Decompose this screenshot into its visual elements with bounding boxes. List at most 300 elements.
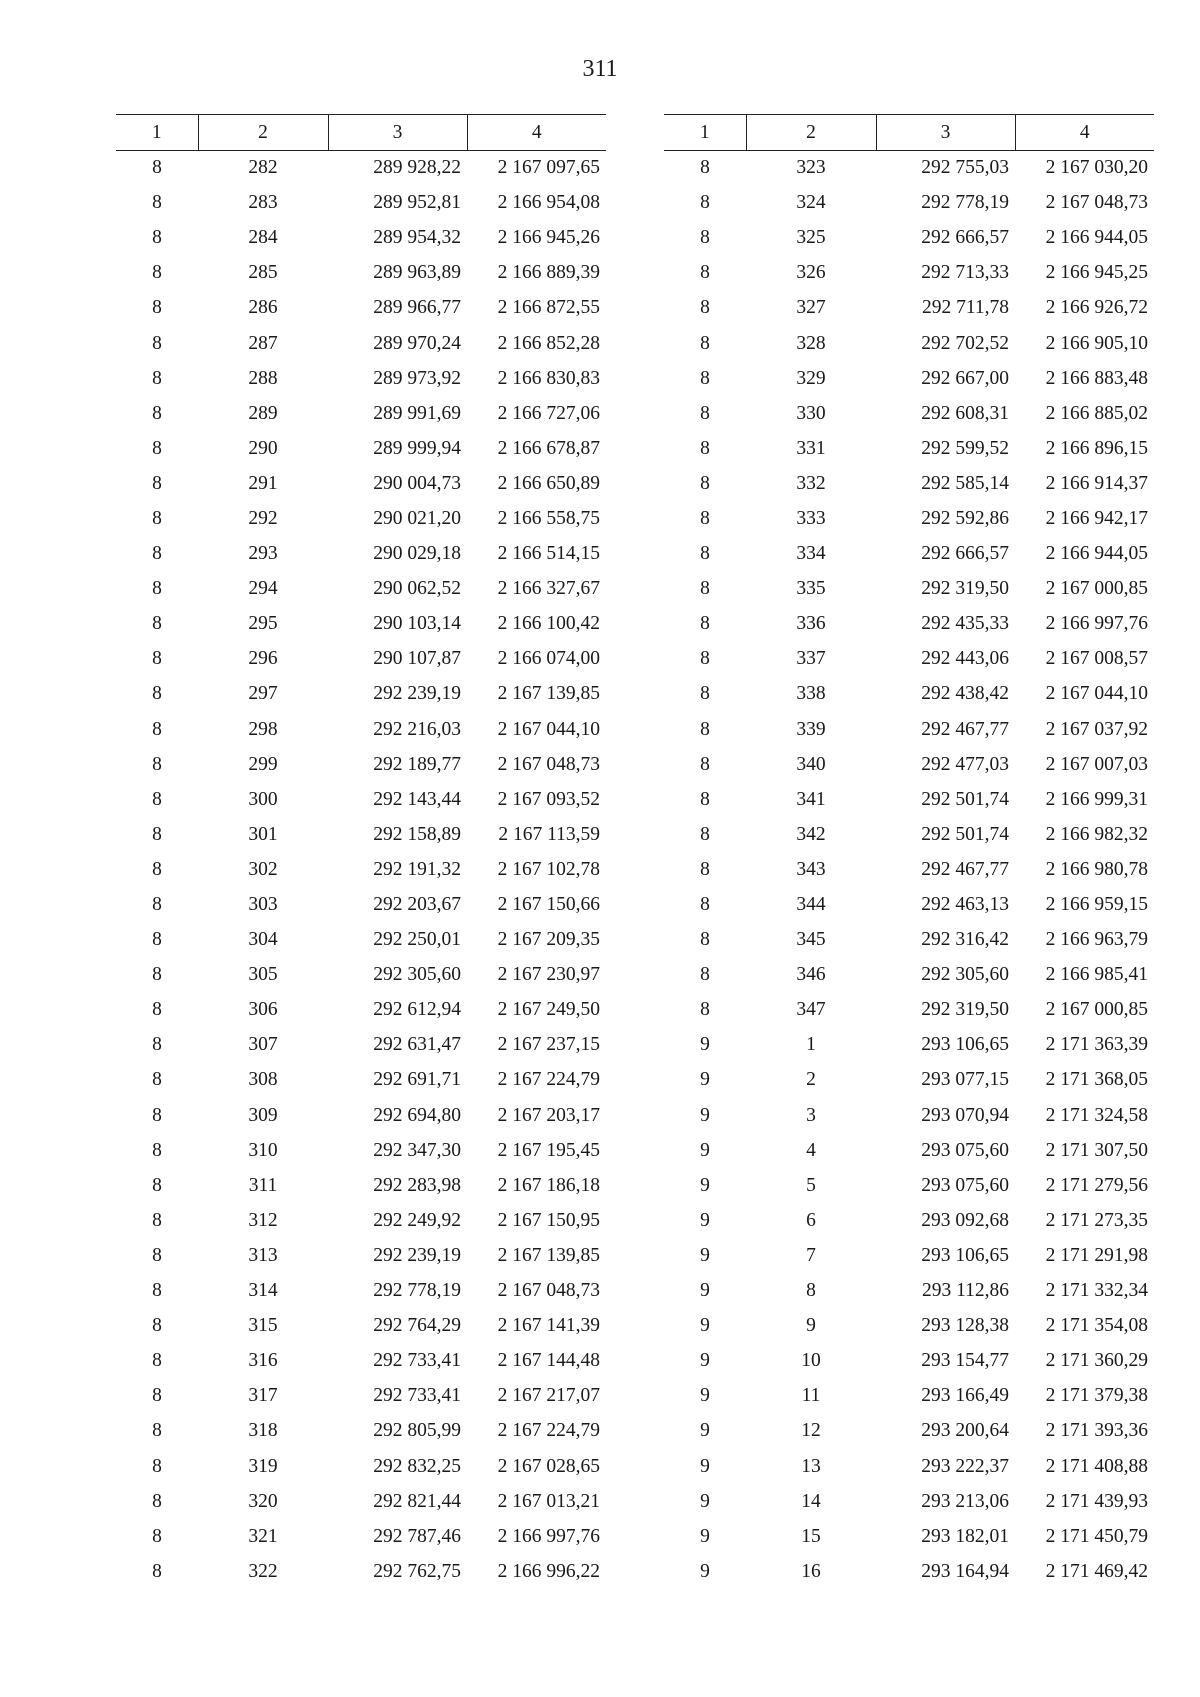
point-number-cell: 296 — [248, 648, 278, 670]
table-row — [116, 852, 606, 887]
coordinate-x-cell: 292 319,50 — [921, 999, 1009, 1021]
table-row — [664, 1379, 1154, 1414]
section-cell: 8 — [152, 999, 162, 1021]
column-header-2: 2 — [198, 115, 328, 151]
coordinate-y-cell: 2 166 942,17 — [1045, 507, 1148, 529]
point-number-cell: 5 — [806, 1174, 816, 1196]
table-row — [116, 958, 606, 993]
coordinate-x-cell: 292 787,46 — [373, 1525, 461, 1547]
point-number-cell: 313 — [248, 1244, 278, 1266]
coordinate-y-cell: 2 171 450,79 — [1045, 1525, 1148, 1547]
point-number-cell: 288 — [248, 367, 278, 389]
coordinate-y-cell: 2 166 905,10 — [1045, 332, 1148, 354]
coordinate-x-cell: 292 585,14 — [921, 472, 1009, 494]
table-row — [664, 1484, 1154, 1519]
section-cell: 8 — [700, 332, 710, 354]
point-number-cell: 304 — [248, 929, 278, 951]
coordinate-x-cell: 292 158,89 — [373, 823, 461, 845]
coordinate-y-cell: 2 166 514,15 — [497, 543, 600, 565]
point-number-cell: 299 — [248, 753, 278, 775]
point-number-cell: 14 — [801, 1490, 821, 1512]
coordinate-x-cell: 292 435,33 — [921, 613, 1009, 635]
coordinate-x-cell: 289 952,81 — [373, 192, 461, 214]
point-number-cell: 327 — [796, 297, 826, 319]
coordinates-table-right — [664, 114, 1154, 1589]
section-cell: 8 — [152, 1525, 162, 1547]
section-cell: 9 — [700, 1209, 710, 1231]
coordinate-x-cell: 292 250,01 — [373, 929, 461, 951]
point-number-cell: 342 — [796, 823, 826, 845]
point-number-cell: 300 — [248, 788, 278, 810]
column-header-1: 1 — [116, 115, 198, 151]
coordinate-x-cell: 293 222,37 — [921, 1455, 1009, 1477]
coordinate-y-cell: 2 167 048,73 — [497, 753, 600, 775]
coordinate-x-cell: 292 599,52 — [921, 437, 1009, 459]
section-cell: 8 — [700, 402, 710, 424]
table-row — [664, 923, 1154, 958]
coordinate-x-cell: 293 070,94 — [921, 1104, 1009, 1126]
coordinate-x-cell: 292 694,80 — [373, 1104, 461, 1126]
table-row — [116, 1519, 606, 1554]
coordinate-x-cell: 292 762,75 — [373, 1560, 461, 1582]
table-row — [664, 326, 1154, 361]
table-row — [116, 1028, 606, 1063]
section-cell: 8 — [152, 578, 162, 600]
coordinate-y-cell: 2 171 379,38 — [1045, 1385, 1148, 1407]
coordinate-y-cell: 2 171 332,34 — [1045, 1280, 1148, 1302]
section-cell: 8 — [152, 1490, 162, 1512]
coordinate-x-cell: 292 501,74 — [921, 823, 1009, 845]
point-number-cell: 289 — [248, 402, 278, 424]
coordinate-x-cell: 292 501,74 — [921, 788, 1009, 810]
point-number-cell: 12 — [801, 1420, 821, 1442]
section-cell: 9 — [700, 1244, 710, 1266]
coordinate-y-cell: 2 167 230,97 — [497, 964, 600, 986]
coordinate-y-cell: 2 166 982,32 — [1045, 823, 1148, 845]
coordinate-y-cell: 2 166 945,25 — [1045, 262, 1148, 284]
page-number: 311 — [582, 56, 618, 82]
coordinate-y-cell: 2 167 237,15 — [497, 1034, 600, 1056]
coordinate-x-cell: 289 999,94 — [373, 437, 461, 459]
point-number-cell: 340 — [796, 753, 826, 775]
point-number-cell: 8 — [806, 1280, 816, 1302]
point-number-cell: 346 — [796, 964, 826, 986]
coordinate-y-cell: 2 166 996,22 — [497, 1560, 600, 1582]
point-number-cell: 306 — [248, 999, 278, 1021]
coordinate-y-cell: 2 167 224,79 — [497, 1420, 600, 1442]
section-cell: 8 — [152, 613, 162, 635]
table-row — [116, 221, 606, 256]
coordinate-x-cell: 292 832,25 — [373, 1455, 461, 1477]
section-cell: 9 — [700, 1280, 710, 1302]
section-cell: 8 — [152, 1209, 162, 1231]
table-row — [664, 1168, 1154, 1203]
point-number-cell: 294 — [248, 578, 278, 600]
coordinate-x-cell: 289 991,69 — [373, 402, 461, 424]
point-number-cell: 9 — [806, 1315, 816, 1337]
section-cell: 8 — [152, 1139, 162, 1161]
table-row — [116, 572, 606, 607]
point-number-cell: 320 — [248, 1490, 278, 1512]
coordinate-y-cell: 2 171 291,98 — [1045, 1244, 1148, 1266]
point-number-cell: 282 — [248, 157, 278, 179]
section-cell: 8 — [152, 1280, 162, 1302]
coordinate-y-cell: 2 167 224,79 — [497, 1069, 600, 1091]
coordinate-y-cell: 2 167 195,45 — [497, 1139, 600, 1161]
coordinate-x-cell: 292 438,42 — [921, 683, 1009, 705]
point-number-cell: 307 — [248, 1034, 278, 1056]
table-row — [116, 256, 606, 291]
point-number-cell: 337 — [796, 648, 826, 670]
coordinate-y-cell: 2 166 558,75 — [497, 507, 600, 529]
section-cell: 8 — [700, 472, 710, 494]
coordinate-x-cell: 290 021,20 — [373, 507, 461, 529]
coordinate-x-cell: 292 755,03 — [921, 157, 1009, 179]
point-number-cell: 1 — [806, 1034, 816, 1056]
coordinate-x-cell: 292 305,60 — [921, 964, 1009, 986]
point-number-cell: 335 — [796, 578, 826, 600]
point-number-cell: 285 — [248, 262, 278, 284]
coordinate-y-cell: 2 167 209,35 — [497, 929, 600, 951]
coordinate-y-cell: 2 166 074,00 — [497, 648, 600, 670]
table-row — [116, 291, 606, 326]
table-row — [116, 1203, 606, 1238]
section-cell: 8 — [700, 964, 710, 986]
coordinate-x-cell: 292 631,47 — [373, 1034, 461, 1056]
column-header-3: 3 — [876, 115, 1015, 151]
coordinate-y-cell: 2 166 885,02 — [1045, 402, 1148, 424]
point-number-cell: 334 — [796, 543, 826, 565]
point-number-cell: 331 — [796, 437, 826, 459]
coordinate-x-cell: 292 467,77 — [921, 718, 1009, 740]
table-row — [664, 572, 1154, 607]
column-header-2: 2 — [746, 115, 876, 151]
section-cell: 9 — [700, 1560, 710, 1582]
coordinate-x-cell: 293 106,65 — [921, 1244, 1009, 1266]
coordinate-x-cell: 293 075,60 — [921, 1174, 1009, 1196]
coordinate-x-cell: 292 216,03 — [373, 718, 461, 740]
coordinate-y-cell: 2 171 273,35 — [1045, 1209, 1148, 1231]
section-cell: 8 — [700, 718, 710, 740]
section-cell: 8 — [152, 823, 162, 845]
coordinate-y-cell: 2 166 985,41 — [1045, 964, 1148, 986]
table-row — [116, 326, 606, 361]
coordinate-y-cell: 2 167 028,65 — [497, 1455, 600, 1477]
section-cell: 9 — [700, 1315, 710, 1337]
point-number-cell: 339 — [796, 718, 826, 740]
coordinate-y-cell: 2 166 997,76 — [1045, 613, 1148, 635]
coordinate-x-cell: 293 166,49 — [921, 1385, 1009, 1407]
table-row — [664, 1063, 1154, 1098]
point-number-cell: 286 — [248, 297, 278, 319]
point-number-cell: 315 — [248, 1315, 278, 1337]
coordinate-x-cell: 292 666,57 — [921, 543, 1009, 565]
coordinate-y-cell: 2 166 678,87 — [497, 437, 600, 459]
point-number-cell: 343 — [796, 858, 826, 880]
section-cell: 8 — [152, 1455, 162, 1477]
coordinate-y-cell: 2 167 030,20 — [1045, 157, 1148, 179]
section-cell: 8 — [700, 613, 710, 635]
section-cell: 8 — [152, 753, 162, 775]
point-number-cell: 287 — [248, 332, 278, 354]
coordinate-x-cell: 290 103,14 — [373, 613, 461, 635]
table-row — [116, 1449, 606, 1484]
section-cell: 8 — [152, 1104, 162, 1126]
table-row — [116, 782, 606, 817]
table-row — [664, 1309, 1154, 1344]
point-number-cell: 333 — [796, 507, 826, 529]
coordinate-y-cell: 2 166 327,67 — [497, 578, 600, 600]
coordinate-x-cell: 292 713,33 — [921, 262, 1009, 284]
table-row — [116, 1063, 606, 1098]
section-cell: 8 — [700, 227, 710, 249]
table-row — [664, 431, 1154, 466]
section-cell: 8 — [152, 1315, 162, 1337]
table-row — [664, 782, 1154, 817]
coordinate-x-cell: 293 075,60 — [921, 1139, 1009, 1161]
coordinate-y-cell: 2 166 100,42 — [497, 613, 600, 635]
point-number-cell: 291 — [248, 472, 278, 494]
point-number-cell: 322 — [248, 1560, 278, 1582]
section-cell: 8 — [152, 718, 162, 740]
table-row — [664, 151, 1154, 186]
point-number-cell: 298 — [248, 718, 278, 740]
coordinate-x-cell: 292 239,19 — [373, 1244, 461, 1266]
coordinate-x-cell: 290 029,18 — [373, 543, 461, 565]
coordinate-x-cell: 292 667,00 — [921, 367, 1009, 389]
coordinate-x-cell: 292 612,94 — [373, 999, 461, 1021]
coordinate-y-cell: 2 167 203,17 — [497, 1104, 600, 1126]
section-cell: 8 — [152, 894, 162, 916]
point-number-cell: 328 — [796, 332, 826, 354]
coordinate-y-cell: 2 166 944,05 — [1045, 543, 1148, 565]
coordinate-y-cell: 2 166 963,79 — [1045, 929, 1148, 951]
column-header-3: 3 — [328, 115, 467, 151]
point-number-cell: 10 — [801, 1350, 821, 1372]
coordinate-x-cell: 292 189,77 — [373, 753, 461, 775]
table-row — [664, 1414, 1154, 1449]
section-cell: 8 — [152, 1385, 162, 1407]
section-cell: 9 — [700, 1490, 710, 1512]
table-row — [116, 501, 606, 536]
section-cell: 8 — [152, 227, 162, 249]
point-number-cell: 284 — [248, 227, 278, 249]
table-header-row — [116, 115, 606, 151]
section-cell: 8 — [700, 367, 710, 389]
coordinate-x-cell: 292 691,71 — [373, 1069, 461, 1091]
point-number-cell: 332 — [796, 472, 826, 494]
point-number-cell: 16 — [801, 1560, 821, 1582]
section-cell: 9 — [700, 1174, 710, 1196]
section-cell: 8 — [700, 648, 710, 670]
table-row — [664, 958, 1154, 993]
table-row — [664, 1519, 1154, 1554]
table-row — [116, 993, 606, 1028]
section-cell: 8 — [152, 402, 162, 424]
point-number-cell: 290 — [248, 437, 278, 459]
coordinate-y-cell: 2 167 139,85 — [497, 1244, 600, 1266]
coordinate-y-cell: 2 167 150,66 — [497, 894, 600, 916]
coordinate-y-cell: 2 171 368,05 — [1045, 1069, 1148, 1091]
table-row — [116, 1168, 606, 1203]
coordinate-x-cell: 292 443,06 — [921, 648, 1009, 670]
coordinate-x-cell: 292 821,44 — [373, 1490, 461, 1512]
coordinate-x-cell: 293 182,01 — [921, 1525, 1009, 1547]
section-cell: 8 — [700, 507, 710, 529]
point-number-cell: 293 — [248, 543, 278, 565]
table-row — [664, 1554, 1154, 1589]
table-row — [116, 677, 606, 712]
table-row — [664, 642, 1154, 677]
coordinate-x-cell: 292 143,44 — [373, 788, 461, 810]
coordinate-y-cell: 2 166 727,06 — [497, 402, 600, 424]
section-cell: 8 — [152, 648, 162, 670]
coordinate-y-cell: 2 167 044,10 — [497, 718, 600, 740]
coordinate-x-cell: 292 778,19 — [921, 192, 1009, 214]
coordinate-y-cell: 2 166 945,26 — [497, 227, 600, 249]
table-row — [664, 1028, 1154, 1063]
table-row — [664, 1203, 1154, 1238]
table-row — [664, 1133, 1154, 1168]
section-cell: 8 — [700, 788, 710, 810]
section-cell: 8 — [700, 157, 710, 179]
coordinate-x-cell: 289 928,22 — [373, 157, 461, 179]
section-cell: 8 — [152, 192, 162, 214]
section-cell: 8 — [152, 858, 162, 880]
section-cell: 8 — [152, 543, 162, 565]
table-row — [116, 887, 606, 922]
section-cell: 8 — [152, 1034, 162, 1056]
table-row — [116, 1344, 606, 1379]
coordinate-x-cell: 292 347,30 — [373, 1139, 461, 1161]
point-number-cell: 283 — [248, 192, 278, 214]
coordinate-x-cell: 289 963,89 — [373, 262, 461, 284]
section-cell: 8 — [700, 858, 710, 880]
coordinate-y-cell: 2 167 037,92 — [1045, 718, 1148, 740]
table-row — [116, 1238, 606, 1273]
point-number-cell: 303 — [248, 894, 278, 916]
point-number-cell: 329 — [796, 367, 826, 389]
coordinate-y-cell: 2 171 307,50 — [1045, 1139, 1148, 1161]
point-number-cell: 321 — [248, 1525, 278, 1547]
point-number-cell: 295 — [248, 613, 278, 635]
coordinate-x-cell: 292 733,41 — [373, 1350, 461, 1372]
section-cell: 8 — [152, 1069, 162, 1091]
coordinate-x-cell: 292 778,19 — [373, 1280, 461, 1302]
coordinate-y-cell: 2 166 954,08 — [497, 192, 600, 214]
point-number-cell: 297 — [248, 683, 278, 705]
coordinate-y-cell: 2 167 007,03 — [1045, 753, 1148, 775]
coordinate-x-cell: 292 592,86 — [921, 507, 1009, 529]
coordinate-x-cell: 292 203,67 — [373, 894, 461, 916]
table-row — [116, 466, 606, 501]
coordinate-x-cell: 290 062,52 — [373, 578, 461, 600]
table-row — [116, 923, 606, 958]
table-row — [664, 852, 1154, 887]
section-cell: 8 — [700, 894, 710, 916]
section-cell: 8 — [152, 297, 162, 319]
point-number-cell: 301 — [248, 823, 278, 845]
table-row — [116, 1098, 606, 1133]
table-row — [116, 537, 606, 572]
table-row — [116, 607, 606, 642]
coordinate-x-cell: 292 733,41 — [373, 1385, 461, 1407]
coordinate-x-cell: 292 319,50 — [921, 578, 1009, 600]
section-cell: 8 — [152, 367, 162, 389]
section-cell: 9 — [700, 1385, 710, 1407]
section-cell: 8 — [152, 1560, 162, 1582]
point-number-cell: 318 — [248, 1420, 278, 1442]
table-row — [664, 1344, 1154, 1379]
point-number-cell: 325 — [796, 227, 826, 249]
coordinate-y-cell: 2 166 999,31 — [1045, 788, 1148, 810]
coordinate-y-cell: 2 171 324,58 — [1045, 1104, 1148, 1126]
coordinate-y-cell: 2 166 914,37 — [1045, 472, 1148, 494]
coordinate-y-cell: 2 167 144,48 — [497, 1350, 600, 1372]
section-cell: 8 — [152, 1420, 162, 1442]
table-row — [116, 817, 606, 852]
section-cell: 8 — [700, 753, 710, 775]
table-row — [116, 1554, 606, 1589]
coordinate-y-cell: 2 166 883,48 — [1045, 367, 1148, 389]
coordinate-x-cell: 292 249,92 — [373, 1209, 461, 1231]
point-number-cell: 305 — [248, 964, 278, 986]
table-row — [664, 537, 1154, 572]
coordinate-x-cell: 292 316,42 — [921, 929, 1009, 951]
coordinate-y-cell: 2 171 393,36 — [1045, 1420, 1148, 1442]
coordinate-y-cell: 2 167 217,07 — [497, 1385, 600, 1407]
column-header-4: 4 — [467, 115, 606, 151]
point-number-cell: 308 — [248, 1069, 278, 1091]
table-row — [116, 361, 606, 396]
table-row — [116, 1484, 606, 1519]
section-cell: 8 — [700, 543, 710, 565]
section-cell: 9 — [700, 1069, 710, 1091]
coordinate-x-cell: 290 107,87 — [373, 648, 461, 670]
point-number-cell: 15 — [801, 1525, 821, 1547]
section-cell: 9 — [700, 1139, 710, 1161]
coordinate-y-cell: 2 166 980,78 — [1045, 858, 1148, 880]
coordinate-y-cell: 2 171 408,88 — [1045, 1455, 1148, 1477]
point-number-cell: 310 — [248, 1139, 278, 1161]
table-row — [664, 1274, 1154, 1309]
coordinate-x-cell: 292 711,78 — [921, 297, 1009, 319]
coordinate-x-cell: 293 154,77 — [921, 1350, 1009, 1372]
coordinate-y-cell: 2 166 650,89 — [497, 472, 600, 494]
table-row — [664, 466, 1154, 501]
point-number-cell: 2 — [806, 1069, 816, 1091]
coordinate-y-cell: 2 166 959,15 — [1045, 894, 1148, 916]
table-row — [116, 1379, 606, 1414]
table-row — [116, 1414, 606, 1449]
section-cell: 8 — [700, 999, 710, 1021]
coordinate-y-cell: 2 171 363,39 — [1045, 1034, 1148, 1056]
table-row — [664, 291, 1154, 326]
section-cell: 9 — [700, 1525, 710, 1547]
table-row — [664, 221, 1154, 256]
point-number-cell: 314 — [248, 1280, 278, 1302]
table-row — [664, 1449, 1154, 1484]
coordinate-y-cell: 2 171 439,93 — [1045, 1490, 1148, 1512]
point-number-cell: 7 — [806, 1244, 816, 1266]
point-number-cell: 302 — [248, 858, 278, 880]
coordinate-x-cell: 293 106,65 — [921, 1034, 1009, 1056]
point-number-cell: 344 — [796, 894, 826, 916]
coordinate-y-cell: 2 167 093,52 — [497, 788, 600, 810]
table-row — [664, 887, 1154, 922]
coordinate-x-cell: 290 004,73 — [373, 472, 461, 494]
coordinate-x-cell: 292 283,98 — [373, 1174, 461, 1196]
